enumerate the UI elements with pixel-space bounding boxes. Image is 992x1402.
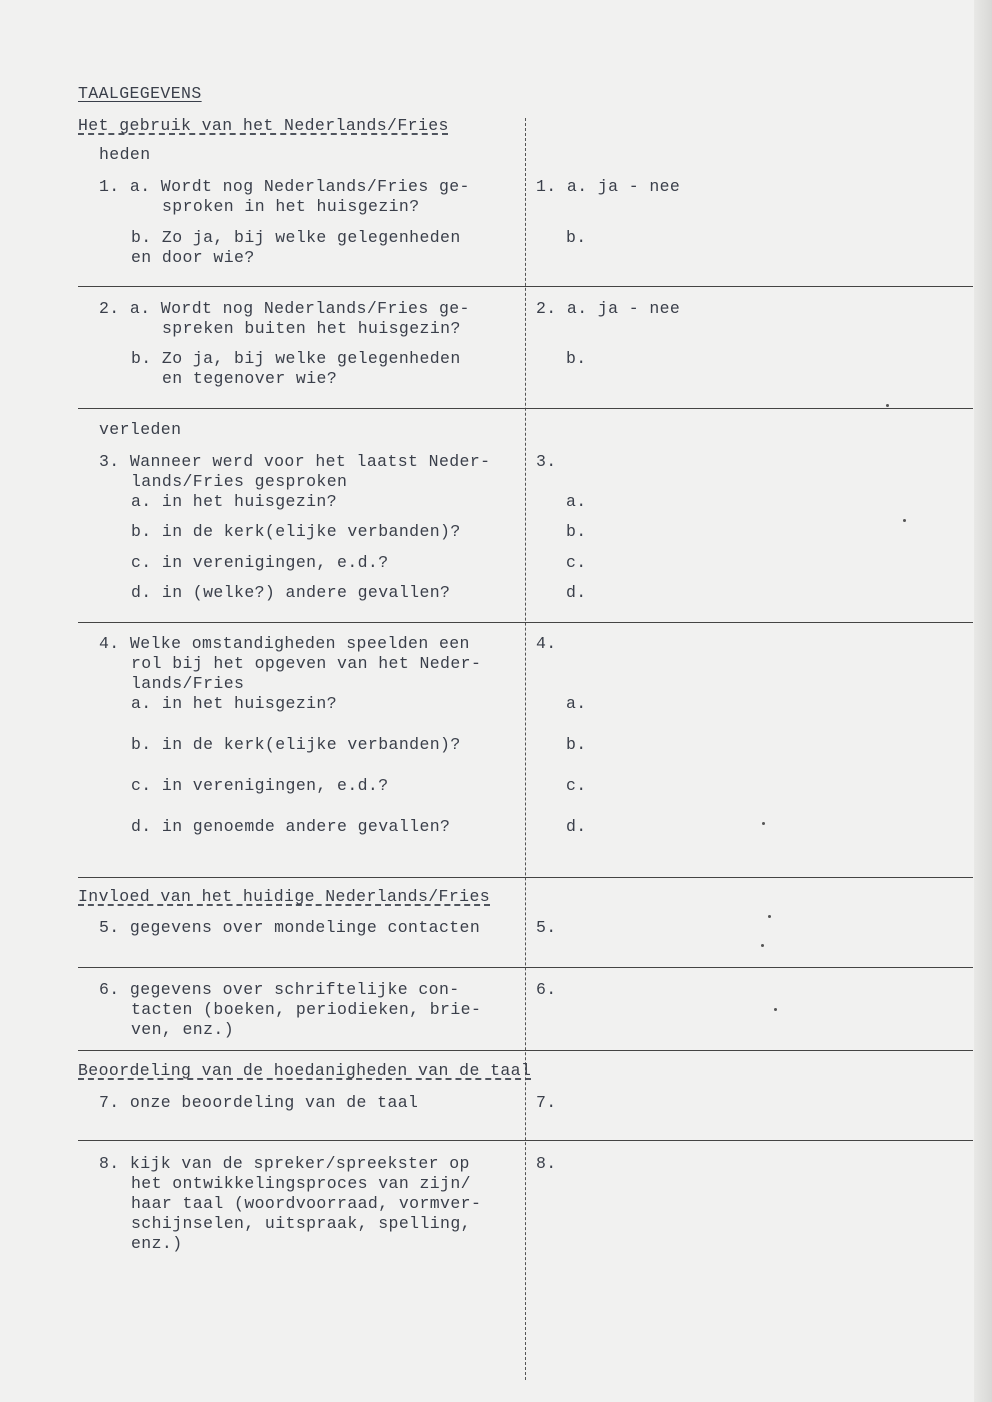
- row-divider: [78, 286, 973, 287]
- row-divider: [78, 1050, 973, 1051]
- answer-1b: b.: [566, 228, 587, 247]
- section-heading-invloed: Invloed van het huidige Nederlands/Fries: [78, 887, 491, 906]
- question-3b: b. in de kerk(elijke verbanden)?: [131, 522, 461, 541]
- question-4a: a. in het huisgezin?: [131, 694, 338, 713]
- question-8-cont3: schijnselen, uitspraak, spelling,: [131, 1214, 471, 1233]
- answer-7: 7.: [536, 1093, 557, 1112]
- answer-2b: b.: [566, 349, 587, 368]
- answer-4a: a.: [566, 694, 587, 713]
- question-4c: c. in verenigingen, e.d.?: [131, 776, 389, 795]
- subsection-heden: heden: [99, 145, 151, 164]
- question-3d: d. in (welke?) andere gevallen?: [131, 583, 451, 602]
- answer-3a: a.: [566, 492, 587, 511]
- question-7: 7. onze beoordeling van de taal: [99, 1093, 419, 1112]
- answer-4c: c.: [566, 776, 587, 795]
- ink-speck: [886, 404, 889, 407]
- question-6: 6. gegevens over schriftelijke con-: [99, 980, 460, 999]
- question-8-cont: het ontwikkelingsproces van zijn/: [131, 1174, 471, 1193]
- question-8: 8. kijk van de spreker/spreekster op: [99, 1154, 470, 1173]
- question-1a: 1. a. Wordt nog Nederlands/Fries ge-: [99, 177, 470, 196]
- question-2b-cont: en tegenover wie?: [162, 369, 338, 388]
- question-6-cont2: ven, enz.): [131, 1020, 235, 1039]
- answer-5: 5.: [536, 918, 557, 937]
- question-1b: b. Zo ja, bij welke gelegenheden: [131, 228, 461, 247]
- question-2a-cont: spreken buiten het huisgezin?: [162, 319, 461, 338]
- question-8-cont4: enz.): [131, 1234, 183, 1253]
- question-2a: 2. a. Wordt nog Nederlands/Fries ge-: [99, 299, 470, 318]
- page-title: TAALGEGEVENS: [78, 84, 202, 103]
- section-heading-gebruik: Het gebruik van het Nederlands/Fries: [78, 116, 449, 135]
- ink-speck: [762, 822, 765, 825]
- question-2b: b. Zo ja, bij welke gelegenheden: [131, 349, 461, 368]
- answer-1a: 1. a. ja - nee: [536, 177, 681, 196]
- question-3c: c. in verenigingen, e.d.?: [131, 553, 389, 572]
- question-4: 4. Welke omstandigheden speelden een: [99, 634, 470, 653]
- question-3a: a. in het huisgezin?: [131, 492, 338, 511]
- answer-3c: c.: [566, 553, 587, 572]
- question-4-cont: rol bij het opgeven van het Neder-: [131, 654, 482, 673]
- answer-4d: d.: [566, 817, 587, 836]
- ink-speck: [768, 915, 771, 918]
- question-4b: b. in de kerk(elijke verbanden)?: [131, 735, 461, 754]
- row-divider: [78, 877, 973, 878]
- question-3-cont: lands/Fries gesproken: [131, 472, 348, 491]
- answer-2a: 2. a. ja - nee: [536, 299, 681, 318]
- question-8-cont2: haar taal (woordvoorraad, vormver-: [131, 1194, 482, 1213]
- answer-4b: b.: [566, 735, 587, 754]
- row-divider: [78, 1140, 973, 1141]
- answer-3: 3.: [536, 452, 557, 471]
- question-1b-cont: en door wie?: [131, 248, 255, 267]
- column-divider: [525, 118, 526, 1380]
- question-1a-cont: sprоken in het huisgezin?: [162, 197, 420, 216]
- question-6-cont: tacten (boeken, periodieken, brie-: [131, 1000, 482, 1019]
- row-divider: [78, 967, 973, 968]
- question-4d: d. in genoemde andere gevallen?: [131, 817, 451, 836]
- ink-speck: [903, 519, 906, 522]
- answer-4: 4.: [536, 634, 557, 653]
- answer-6: 6.: [536, 980, 557, 999]
- question-3: 3. Wanneer werd voor het laatst Neder-: [99, 452, 491, 471]
- answer-3b: b.: [566, 522, 587, 541]
- answer-8: 8.: [536, 1154, 557, 1173]
- answer-3d: d.: [566, 583, 587, 602]
- question-4-cont2: lands/Fries: [131, 674, 245, 693]
- ink-speck: [774, 1008, 777, 1011]
- row-divider: [78, 622, 973, 623]
- subsection-verleden: verleden: [99, 420, 182, 439]
- question-5: 5. gegevens over mondelinge contacten: [99, 918, 481, 937]
- row-divider: [78, 408, 973, 409]
- page-edge-shadow: [974, 0, 992, 1402]
- section-heading-beoordeling: Beoordeling van de hoedanigheden van de taal: [78, 1061, 532, 1080]
- ink-speck: [761, 944, 764, 947]
